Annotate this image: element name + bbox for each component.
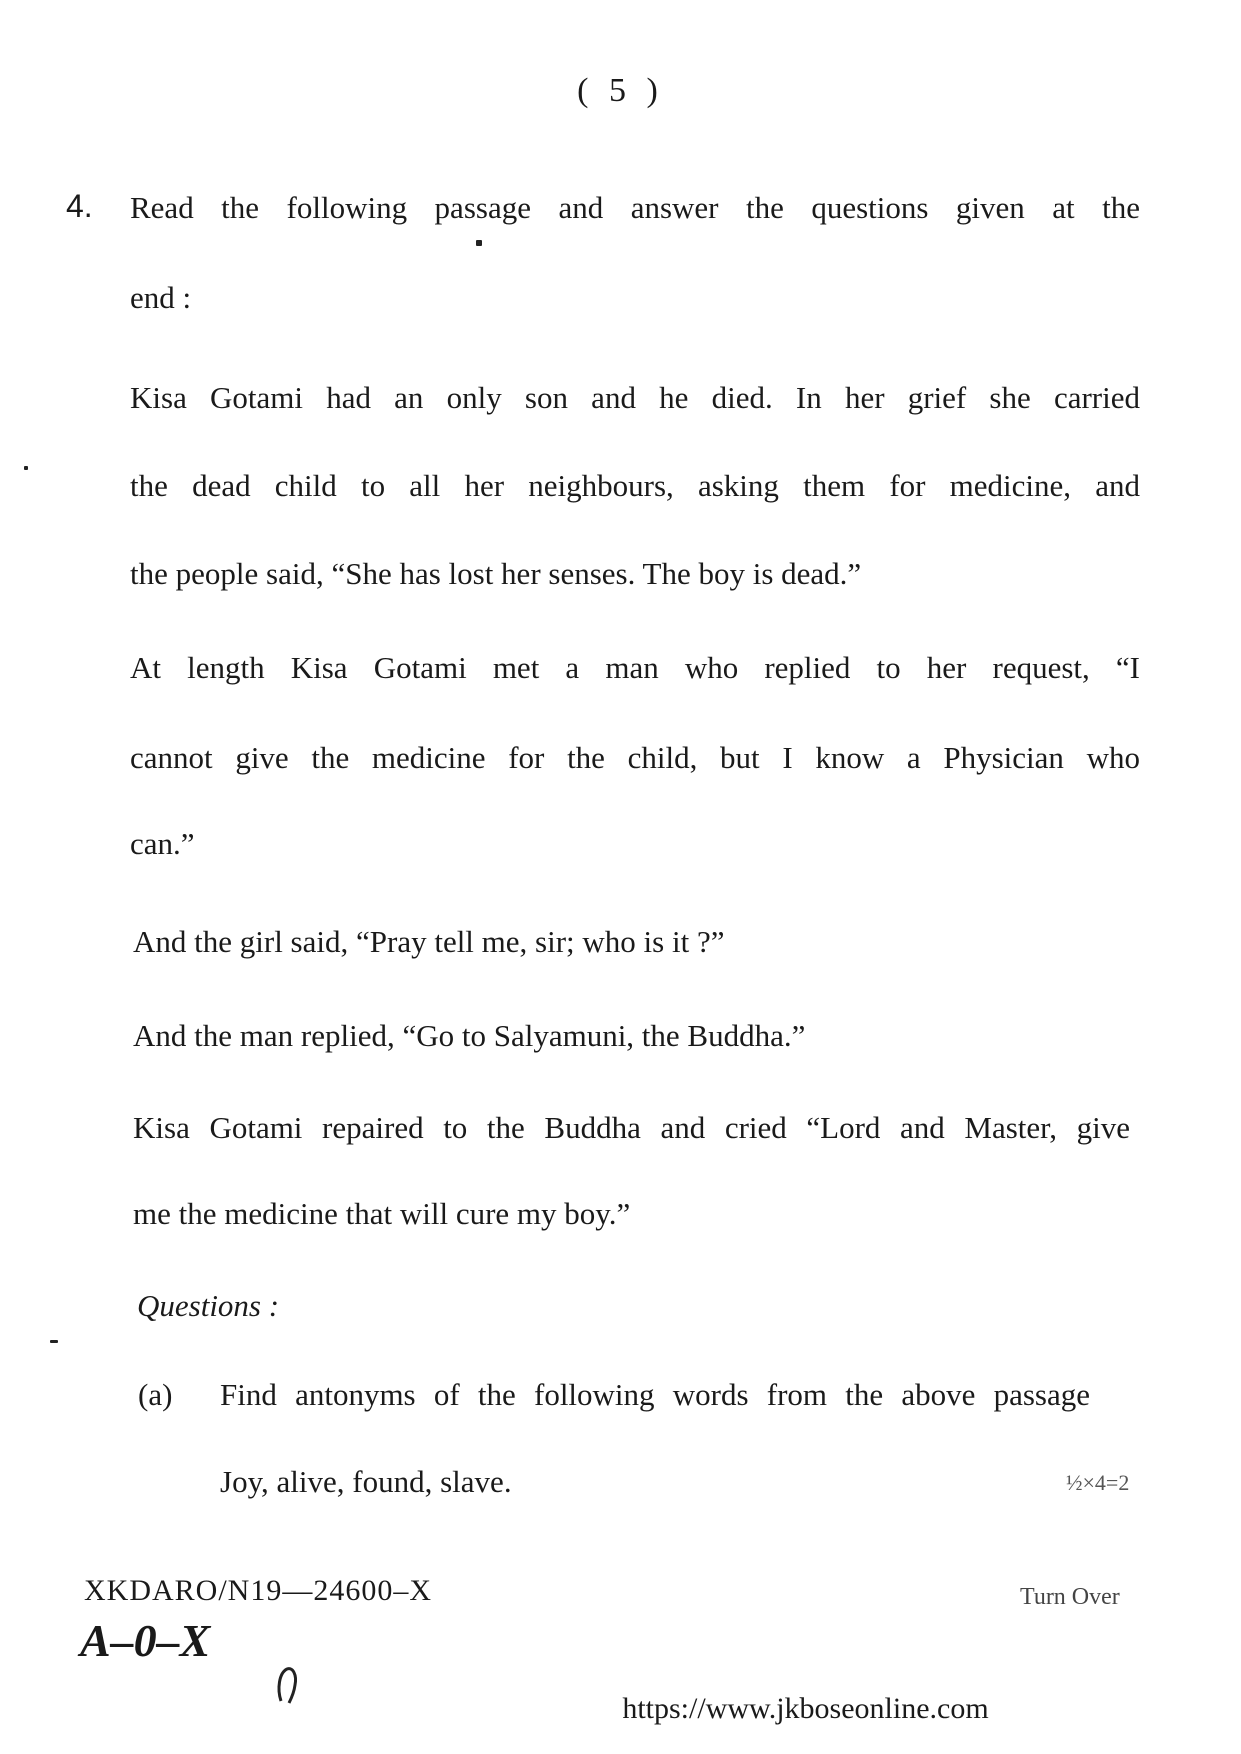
paper-code: XKDARO/N19—24600–X (84, 1574, 432, 1607)
passage-line: the people said, “She has lost her senses. The boy is dead.” (130, 556, 862, 591)
passage-line: cannot give the medicine for the child, but I know a Physician who (130, 740, 1140, 775)
turn-over-note: Turn Over (1020, 1584, 1120, 1610)
passage-line: Kisa Gotami had an only son and he died. In her grief she carried (130, 380, 1140, 415)
question-number: 4. (66, 188, 93, 224)
passage-line: can.” (130, 826, 195, 861)
passage-line: Read the following passage and answer the questions given at the (130, 190, 1140, 225)
passage-line: Kisa Gotami repaired to the Buddha and cried “Lord and Master, give (133, 1110, 1130, 1145)
passage-line: And the man replied, “Go to Salyamuni, the Buddha.” (133, 1018, 806, 1053)
website-url[interactable]: https://www.jkboseonline.com (622, 1692, 989, 1725)
passage-line: the dead child to all her neighbours, asking them for medicine, and (130, 468, 1140, 503)
sub-question-label: (a) (138, 1377, 173, 1412)
sub-question-words: Joy, alive, found, slave. (220, 1464, 512, 1499)
questions-heading: Questions : (137, 1288, 280, 1323)
sub-question-text: Find antonyms of the following words from the above passage (220, 1377, 1090, 1412)
page-number: ( 5 ) (577, 72, 664, 109)
passage-line: end : (130, 280, 192, 315)
marks-allocation: ½×4=2 (1066, 1470, 1130, 1495)
passage-line: me the medicine that will cure my boy.” (133, 1196, 631, 1231)
passage-line: And the girl said, “Pray tell me, sir; who is it ?” (133, 924, 725, 959)
pen-mark-icon (275, 1665, 301, 1705)
series-code: A–0–X (80, 1615, 211, 1666)
scan-speck (476, 240, 482, 246)
scan-speck (24, 466, 28, 470)
scan-speck (50, 1340, 58, 1343)
passage-line: At length Kisa Gotami met a man who replied to her request, “I (130, 650, 1140, 685)
